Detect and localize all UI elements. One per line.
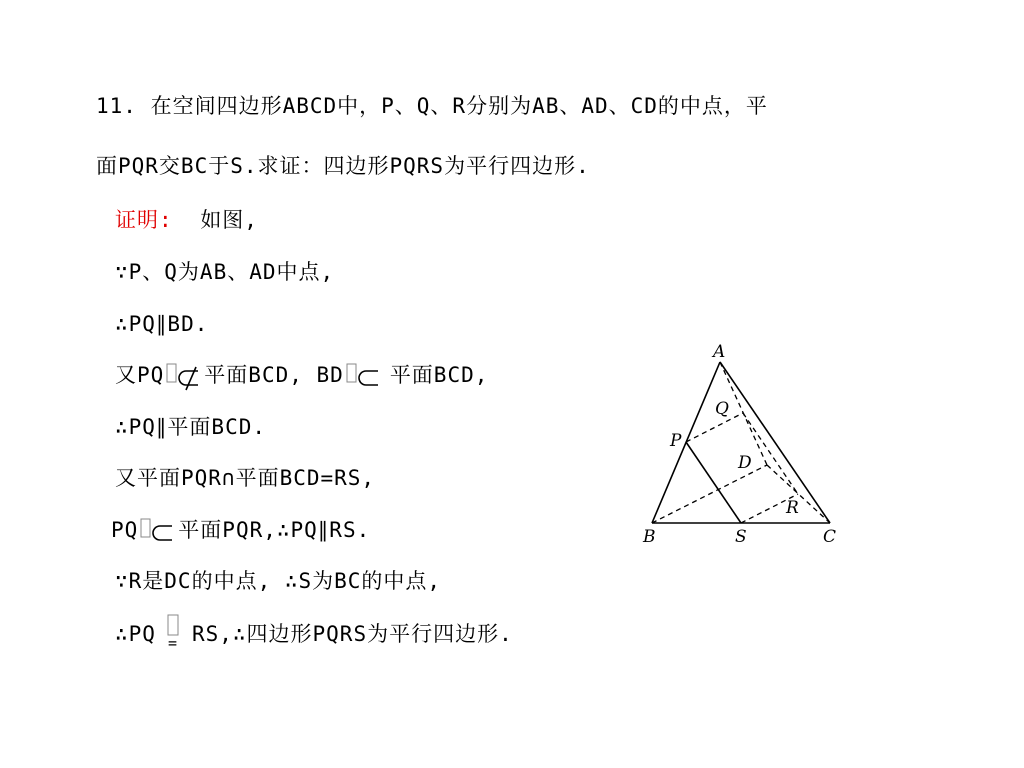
edge-AC: [720, 362, 830, 523]
proof-intro: 如图,: [200, 208, 258, 232]
proof-row-4: ∴PQ∥平面BCD.: [115, 415, 267, 439]
proof-row-5: 又平面PQR∩平面BCD=RS,: [115, 466, 376, 490]
label-R: R: [786, 498, 799, 518]
proof-row-2: ∴PQ∥BD.: [115, 312, 209, 336]
proof-row-3-c: 平面BCD,: [389, 363, 489, 387]
proof-row-6-a: PQ: [111, 518, 139, 542]
proof-row-3-a: 又PQ: [115, 363, 165, 387]
label-S: S: [735, 527, 747, 547]
proof-row-6: [111, 510, 370, 550]
proof-row-8: [115, 613, 513, 653]
proof-intro-row: [115, 200, 258, 240]
proof-row-3: [115, 355, 488, 395]
proof-row-6-b: 平面PQR,∴PQ∥RS.: [178, 518, 371, 542]
proof-row-7: ∵R是DC的中点, ∴S为BC的中点,: [115, 569, 442, 593]
equal-sign: =: [167, 634, 178, 652]
label-D: D: [738, 453, 752, 473]
problem-line-2: 面PQR交BC于S.求证：四边形PQRS为平行四边形.: [96, 154, 590, 178]
proof-row-8-b: RS,∴四边形PQRS为平行四边形.: [191, 622, 513, 646]
parallel-equal-icon: [156, 613, 192, 657]
tetrahedron-diagram: [640, 340, 850, 550]
edge-BD: [652, 465, 767, 523]
label-B: B: [643, 527, 656, 547]
label-C: C: [823, 527, 837, 547]
proof-label: 证明:: [115, 208, 173, 232]
not-subset-icon: [164, 361, 204, 391]
label-P: P: [670, 431, 682, 451]
label-Q: Q: [715, 399, 729, 419]
problem-statement: [96, 76, 926, 196]
problem-line-1: 11. 在空间四边形ABCD中，P、Q、R分别为AB、AD、CD的中点，平: [96, 94, 768, 118]
label-A: A: [713, 342, 726, 362]
subset-icon: [344, 361, 384, 391]
proof-row-3-b: 平面BCD, BD: [204, 363, 344, 387]
subset-icon-2: [138, 516, 178, 546]
proof-row-1: ∵P、Q为AB、AD中点,: [115, 260, 335, 284]
proof-row-8-a: ∴PQ: [115, 622, 156, 646]
